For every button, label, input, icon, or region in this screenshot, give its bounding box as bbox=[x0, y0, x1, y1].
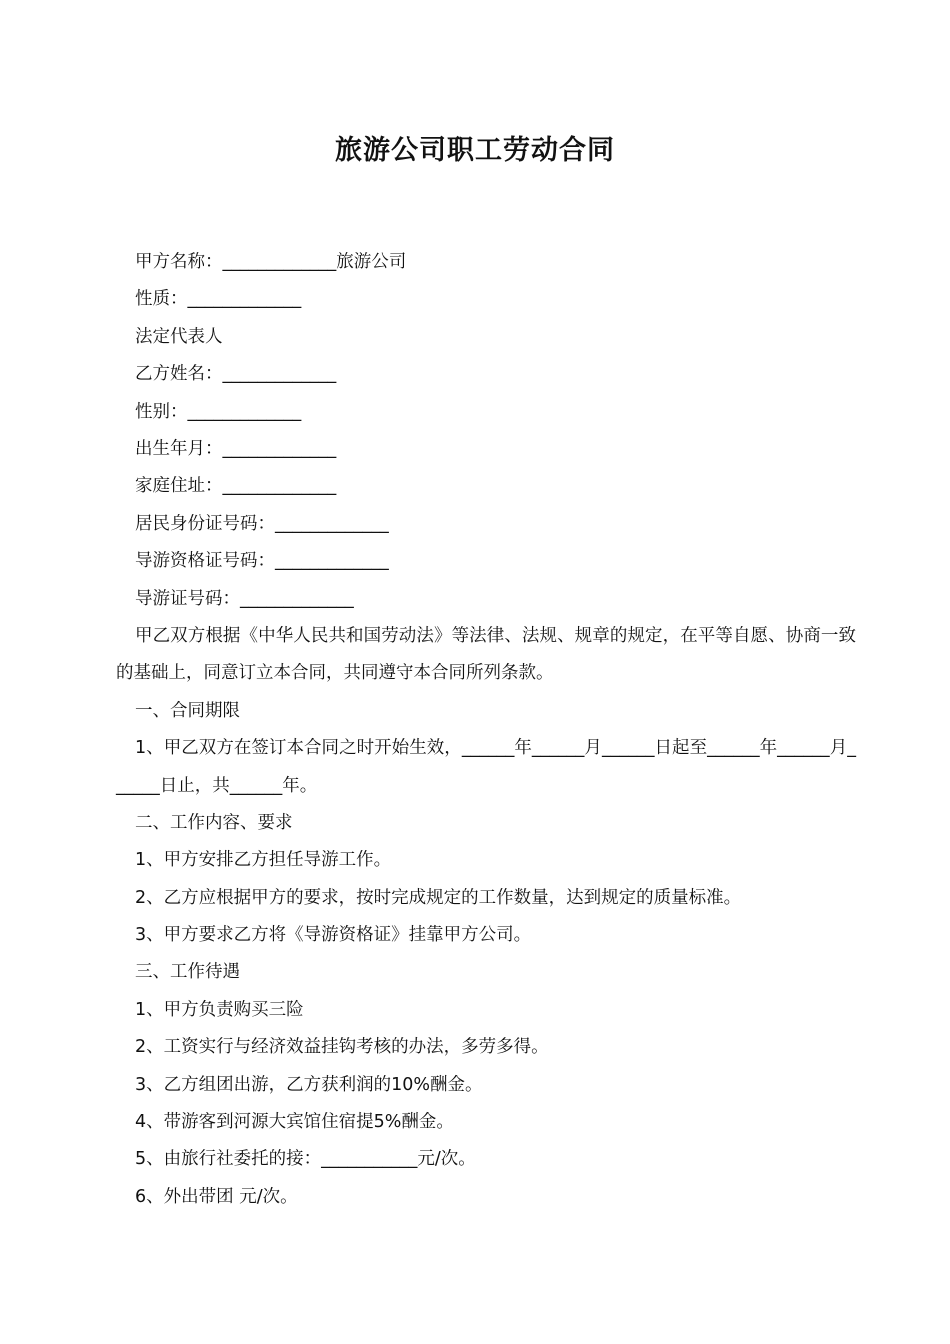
work-clause-3: 3、甲方要求乙方将《导游资格证》挂靠甲方公司。 bbox=[135, 925, 532, 946]
id-number-line: 居民身份证号码：_____________ bbox=[135, 513, 389, 534]
guide-license-line: 导游证号码：_____________ bbox=[135, 588, 354, 609]
work-clause-1: 1、甲方安排乙方担任导游工作。 bbox=[135, 850, 392, 871]
birth-date-line: 出生年月：_____________ bbox=[135, 438, 337, 459]
guide-qualification-line: 导游资格证号码：_____________ bbox=[135, 551, 389, 572]
party-b-name-line: 乙方姓名：_____________ bbox=[135, 364, 337, 385]
document-body bbox=[116, 244, 856, 1216]
home-address-line: 家庭住址：_____________ bbox=[135, 476, 337, 497]
intro-paragraph: 甲乙双方根据《中华人民共和国劳动法》等法律、法规、规章的规定，在平等自愿、协商一致的基础上，同意订立本合同，共同遵守本合同所列条款。 bbox=[116, 625, 856, 684]
pay-clause-5: 5、由旅行社委托的接：___________元/次。 bbox=[135, 1149, 476, 1170]
pay-clause-2: 2、工资实行与经济效益挂钩考核的办法，多劳多得。 bbox=[135, 1037, 549, 1058]
section-heading-pay: 三、工作待遇 bbox=[135, 962, 240, 983]
section-heading-term: 一、合同期限 bbox=[135, 700, 240, 721]
party-a-name-line: 甲方名称：_____________旅游公司 bbox=[135, 252, 407, 272]
gender-line: 性别：_____________ bbox=[135, 401, 302, 422]
legal-representative-line: 法定代表人 bbox=[135, 326, 223, 347]
work-clause-2: 2、乙方应根据甲方的要求，按时完成规定的工作数量，达到规定的质量标准。 bbox=[135, 887, 742, 908]
document-title: 旅游公司职工劳动合同 bbox=[335, 135, 615, 166]
section-heading-work: 二、工作内容、要求 bbox=[135, 812, 293, 833]
pay-clause-4: 4、带游客到河源大宾馆住宿提5%酬金。 bbox=[135, 1112, 454, 1133]
term-clause-1: 1、甲乙双方在签订本合同之时开始生效，______年______月______日起至______年______月______日止，共______年。 bbox=[116, 738, 856, 796]
pay-clause-3: 3、乙方组团出游，乙方获利润的10%酬金。 bbox=[135, 1074, 483, 1095]
nature-line: 性质：_____________ bbox=[135, 289, 302, 310]
pay-clause-6: 6、外出带团 元/次。 bbox=[135, 1186, 298, 1207]
pay-clause-1: 1、甲方负责购买三险 bbox=[135, 999, 304, 1020]
